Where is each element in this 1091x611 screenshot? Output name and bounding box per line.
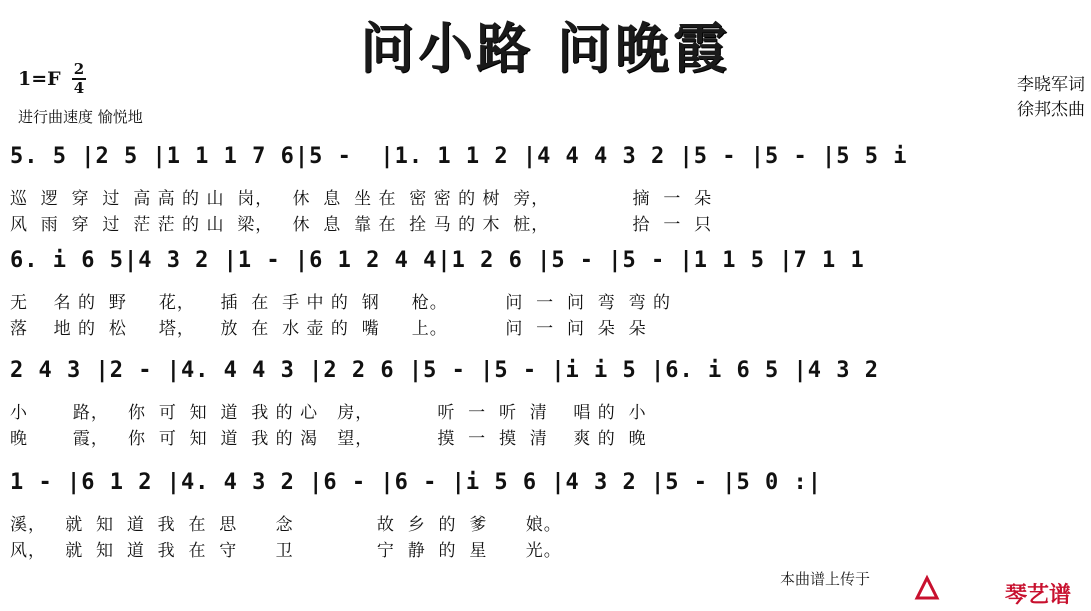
upload-notice: 本曲谱上传于 [780, 570, 871, 588]
song-title: 问小路 问晚霞 [360, 17, 731, 80]
jianpu-notes: 5. 5 |2 5 |1 1 1 7 6|5 - |1. 1 1 2 |4 4 4 3 2 |5 - |5 - |5 5 i [10, 144, 908, 169]
score-line-4 [0, 470, 1091, 580]
logo-icon [913, 574, 941, 602]
lyricist-credit: 李晓军词 [1017, 75, 1085, 95]
jianpu-notes: 1 - |6 1 2 |4. 4 3 2 |6 - |6 - |i 5 6 |4 3 2 |5 - |5 0 :| [10, 470, 822, 495]
score-line-2 [0, 248, 1091, 358]
time-signature-top: 2 [73, 60, 85, 78]
tempo-marking: 进行曲速度 愉悦地 [18, 108, 143, 126]
composer-credit: 徐邦杰曲 [1017, 100, 1085, 120]
score-line-1 [0, 144, 1091, 254]
lyric-verse-2: 落 地 的 松 塔， 放 在 水 壶 的 嘴 上。 问 一 问 朵 朵 [10, 319, 647, 339]
lyric-verse-1: 小 路， 你 可 知 道 我 的 心 房， 听 一 听 清 唱 的 小 [10, 403, 647, 423]
jianpu-notes: 6. i 6 5|4 3 2 |1 - |6 1 2 4 4|1 2 6 |5 - |5 - |1 1 5 |7 1 1 [10, 248, 865, 273]
lyric-verse-2: 风 雨 穿 过 茫 茫 的 山 梁， 休 息 靠 在 拴 马 的 木 桩， 拾 一 只 [10, 215, 713, 235]
lyric-verse-1: 巡 逻 穿 过 高 高 的 山 岗， 休 息 坐 在 密 密 的 树 旁， 摘 一 朵 [10, 189, 713, 209]
time-signature-bottom: 4 [73, 79, 85, 97]
key-signature: 1=F [18, 68, 61, 90]
score-line-3 [0, 358, 1091, 468]
jianpu-notes: 2 4 3 |2 - |4. 4 4 3 |2 2 6 |5 - |5 - |i i 5 |6. i 6 5 |4 3 2 [10, 358, 879, 383]
lyric-verse-1: 溪， 就 知 道 我 在 思 念 故 乡 的 爹 娘。 [10, 515, 562, 535]
time-signature [72, 62, 86, 96]
site-logo: 琴艺谱 [1004, 583, 1071, 608]
lyric-verse-1: 无 名 的 野 花， 插 在 手 中 的 钢 枪。 问 一 问 弯 弯 的 [10, 293, 671, 313]
lyric-verse-2: 晚 霞， 你 可 知 道 我 的 渴 望， 摸 一 摸 清 爽 的 晚 [10, 429, 647, 449]
lyric-verse-2: 风， 就 知 道 我 在 守 卫 宁 静 的 星 光。 [10, 541, 562, 561]
